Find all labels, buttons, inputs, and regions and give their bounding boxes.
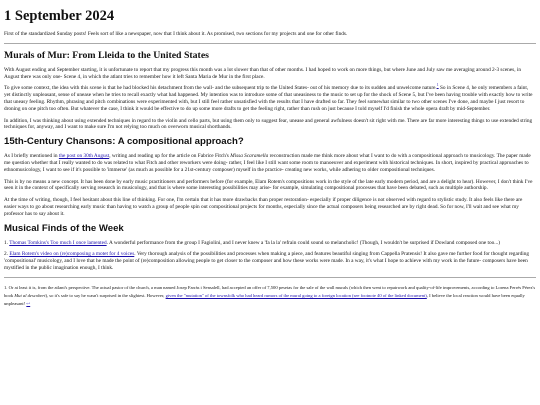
rotem-video-link[interactable]: Elam Rotem's video on (re)composing a motet for 4 voices bbox=[9, 251, 135, 258]
footnotes-divider bbox=[4, 277, 536, 278]
chansons-paragraph-2: This is by no means a new concept. It has been done by early music practitioners and performers before (for example, Elam Rotem's compositions work in the style of the late early modern period, and are a delight to hear). However, I don't think I've seen it in the context of specifically serving research in musicology, and that is where some interesting possibilities may arise- for example, simulating compositional processes that have been debated, such as multiple authorship. bbox=[4, 178, 533, 192]
missa-scaramella-title: Missa Scaramella bbox=[230, 153, 269, 160]
chansons-paragraph-1 bbox=[4, 153, 536, 173]
footnote-text-mid: ), so it's safe to say he wasn't surprised in the slightest. However, bbox=[45, 292, 166, 298]
footnote-text-post: , I believe the local reaction would have been equally unpleasant! bbox=[4, 292, 525, 307]
murals-paragraph-2-text-a: To give some context, the idea with this scene is that he had blocked his detachment from the wall- and the subsequent trip to the United States- out of his memory due to its sudden and unwelcome nature. bbox=[4, 85, 437, 92]
section-heading-chansons: 15th-Century Chansons: A compositional approach? bbox=[4, 136, 244, 148]
section-heading-murals: Murals of Mur: From Lleida to the United States bbox=[4, 49, 209, 61]
murals-paragraph-1: With August ending and September starting, it is unfortunate to report that my progress this month was a lot slower than that of other months. I had hoped to work on more things, but where June and July saw me averaging around 2-3 scenes, in August there was only one- Scene 4, in which the atlant tries to remember how it left Santa Maria de Mur in the first place. bbox=[4, 66, 522, 80]
chansons-p1-mid: , writing and reading up for the article on Fabrice Fitch's bbox=[109, 153, 231, 160]
footnote-1 bbox=[4, 284, 536, 309]
page-title: 1 September 2024 bbox=[4, 8, 115, 24]
footnote-ref-link[interactable]: 1 bbox=[436, 83, 439, 88]
chansons-p1-post: reconstruction made me think more about what I want to do with a compositional approach to musicology. The paper made me question whether that I really wanted to do was related to what Fitch and other reworkers were doing- rather, I feel like I still want some room to manoeuver and experiment with historical techniques. In short, inspired by practical approaches to ethnomusicology, I want to see if it's possible to 'immerse' (as much as possible for a 21st-century composer) myself in the practice- creating new works, while adhering to older compositional techniques. bbox=[4, 153, 531, 173]
list-item-number: 1. bbox=[4, 239, 8, 246]
list-item bbox=[4, 240, 536, 247]
list-item-text: . A wonderful performance from the group I Fagiolini, and I never knew a 'fa la la' refrain could sound so melancholic! (Though, I wouldn't be surprised if Dowland composed one too...) bbox=[106, 239, 501, 246]
murals-paragraph-3: In addition, I was thinking about using extended techniques in regard to the violin and cello parts, but using them only to suggest fear, unease and general awfulness doesn't sit right with me. There are far more interesting things to use extended string techniques for, anyway, and I want to make sure I'm not relying too much on overworn musical shorthands. bbox=[4, 117, 533, 131]
footnote-source-link[interactable]: given the "mutation" of the townsfolk who had heard rumors of the mural going to a foreign location (see footnote 40 of the linked document) bbox=[165, 292, 427, 298]
murals-paragraph-2 bbox=[4, 85, 536, 112]
murals-paragraph-2-text-b: So in Scene 4, he only remembers a faint, yet distinctly unpleasant, sense of unease when he tries to recall exactly what had happened. My intention was to introduce some of that uneasiness to the music to set up for the shock of Scene 5, but I've been having trouble with exactly how to write that uneasy feeling. Rhythm, phrasing and pitch combinations were experimented with, but I still feel rather unsatisfied with the results that I have drafted so far. They feel somewhat similar to two other scenes I've done, and maybe I just resort to droning on one pitch too often. But whatever the case, I think it would be effective to do up some more drafts to get the feeling right, rather than rush on just because I told myself I'd finish the whole opera draft by mid-September. bbox=[4, 85, 533, 112]
list-item-text: . Very thorough analysis of the possibilities and processes when making a piece, and features beautiful singing from Cappella Pratensis! It also gave me further food for thought regarding 'compositional' musicology, and I love that he made the point of (re)composition allowing people to get closer to the composer and how these works were made. In a way, it's what I hope to achieve with my work in the future- composers have been mystified in the public imagination enough, I think. bbox=[4, 251, 529, 271]
divider bbox=[4, 43, 536, 44]
intro-paragraph: First of the standardized Sunday posts! Feels sort of like a newspaper, now that I think about it. As promised, two sections for my projects and one for other finds. bbox=[4, 31, 348, 37]
footnote-backref-icon[interactable]: ↩ bbox=[26, 301, 31, 307]
list-item-number: 2. bbox=[4, 251, 8, 258]
footnotes bbox=[4, 284, 536, 309]
chansons-paragraph-3: At the time of writing, though, I feel hesitant about this line of thinking. For one, I'm certain that it has more drawbacks than proper restoration- especially if proper diligence is not observed with regard to stylistic study. It also feels like there are easier ways to go about researching early music than having to watch a group of people spin out compositional projects for months, especially since the actual composers being researched are by right dead. So for now, I'll wait and see what my professor has to say about it. bbox=[4, 197, 523, 217]
chansons-p1-pre: As I briefly mentioned in bbox=[4, 153, 59, 160]
footnote-text-pre: 1. Or at least it is, from the atlant's perspective. The actual pastor of the church, a man named Josep Farràs i Sensalell, had accepted an offer of 7,500 pesetas for the sale of the wall murals (which then went to repairwork and quality-of-life improvements, according to Lorena Ferrés Pérez's book bbox=[4, 284, 536, 298]
section-heading-finds: Musical Finds of the Week bbox=[4, 222, 124, 234]
list-item bbox=[4, 251, 536, 271]
tomkins-link[interactable]: Thomas Tomkins's Too much I once lamented bbox=[9, 239, 107, 246]
book-title: Mut al descobert bbox=[14, 292, 46, 298]
post-30-august-link[interactable]: the post on 30th August bbox=[58, 153, 110, 160]
